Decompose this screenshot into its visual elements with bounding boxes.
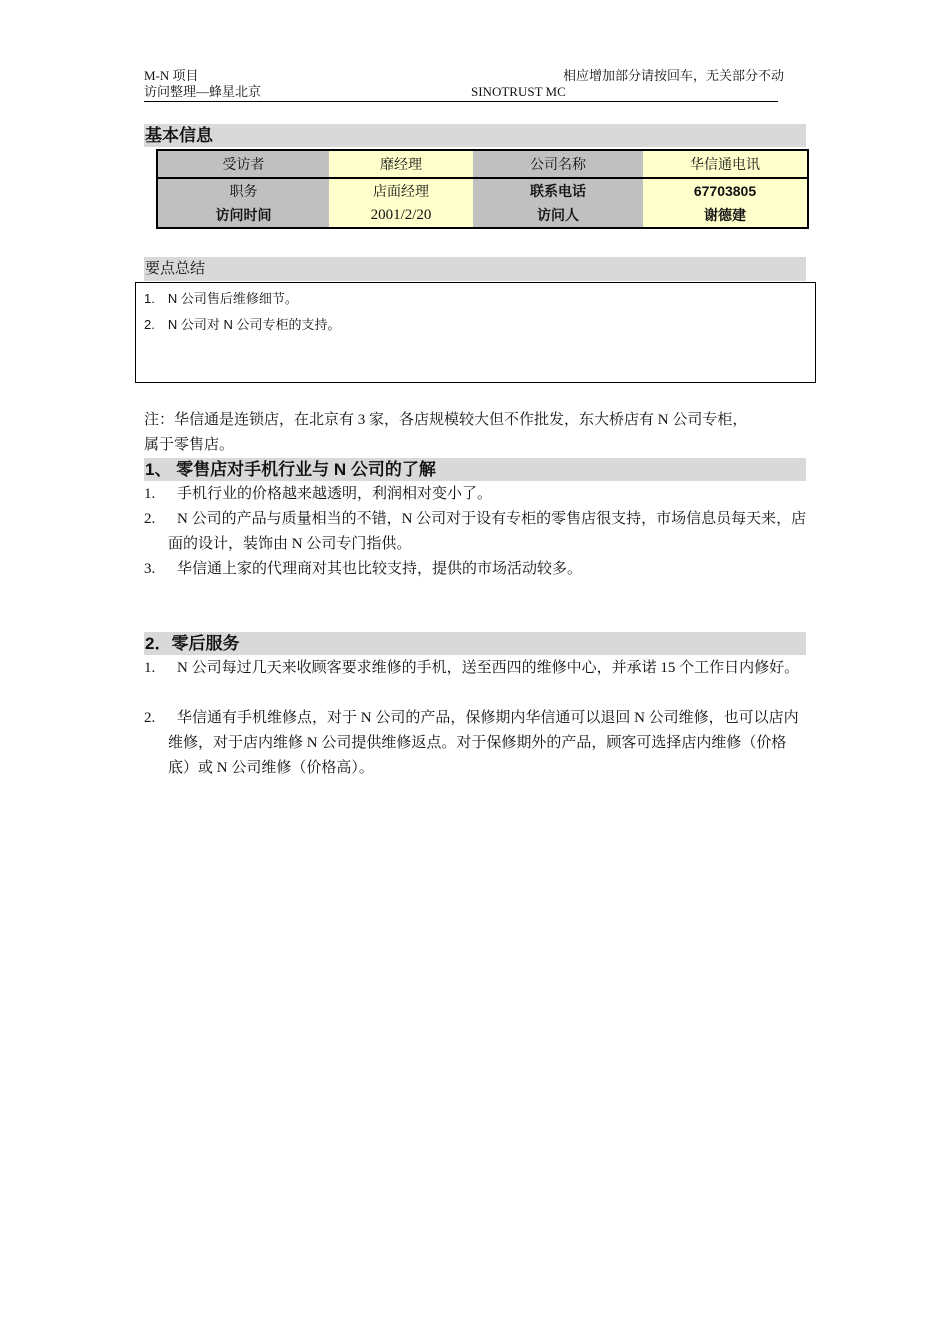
header-rule (144, 101, 778, 102)
label-interviewee: 受访者 (157, 150, 329, 178)
label-position: 职务 (157, 178, 329, 203)
section2-bar (144, 632, 806, 655)
value-visitor: 谢德建 (643, 203, 808, 228)
section1-bar (144, 458, 806, 481)
table-row (157, 178, 808, 203)
label-phone: 联系电话 (473, 178, 643, 203)
value-visit-time: 2001/2/20 (329, 203, 473, 228)
section1-item-2: N 公司的产品与质量相当的不错，N 公司对于设有专柜的零售店很支持，市场信息员每天来，店面的设计，装饰由 N 公司专门指供。 (168, 511, 807, 552)
table-row (157, 203, 808, 228)
header-instruction: 相应增加部分请按回车，无关部分不动 (563, 68, 785, 83)
value-phone: 67703805 (643, 178, 808, 203)
table-row (157, 150, 808, 178)
section1-title: 1、 零售店对手机行业与 N 公司的了解 (145, 460, 436, 479)
label-visitor: 访问人 (473, 203, 643, 228)
section2-item-2: 华信通有手机维修点，对于 N 公司的产品，保修期内华信通可以退回 N 公司维修，也可以店内维修，对于店内维修 N 公司提供维修返点。对于保修期外的产品，顾客可选择店内维修（价格底）或 N 公司维修（价格高）。 (168, 710, 799, 776)
section2-title: 2．零后服务 (145, 634, 240, 653)
section2-item-2-number: 2. (144, 710, 156, 726)
summary-title: 要点总结 (145, 261, 206, 277)
section1-item-3: 华信通上家的代理商对其也比较支持，提供的市场活动较多。 (177, 561, 583, 577)
summary-item-1: 1. N 公司售后维修细节。 (144, 291, 298, 306)
header-subtitle: 访问整理—蜂星北京 (144, 84, 262, 99)
summary-item-2: 2. N 公司对 N 公司专柜的支持。 (144, 317, 341, 332)
section2-item-1-number: 1. (144, 660, 156, 676)
basic-info-bar (144, 124, 806, 147)
header-company: SINOTRUST MC (471, 84, 566, 99)
summary-bar (144, 257, 806, 281)
section2-item-1: N 公司每过几天来收顾客要求维修的手机，送至西四的维修中心，并承诺 15 个工作日内修好。 (177, 660, 800, 676)
label-visit-time: 访问时间 (157, 203, 329, 228)
summary-box (135, 282, 816, 383)
value-company-name: 华信通电讯 (643, 150, 808, 178)
section1-item-3-number: 3. (144, 561, 156, 577)
basic-info-title: 基本信息 (145, 126, 213, 145)
header-project: M-N 项目 (144, 68, 199, 83)
label-company-name: 公司名称 (473, 150, 643, 178)
value-interviewee: 靡经理 (329, 150, 473, 178)
section1-item-2-number: 2. (144, 511, 156, 527)
value-position: 店面经理 (329, 178, 473, 203)
section1-item-1: 手机行业的价格越来越透明，利润相对变小了。 (177, 486, 493, 502)
note-line-1: 注：华信通是连锁店，在北京有 3 家，各店规模较大但不作批发，东大桥店有 N 公司专柜， (144, 412, 748, 428)
note-line-2: 属于零售店。 (144, 437, 235, 453)
section1-item-1-number: 1. (144, 486, 156, 502)
basic-info-table (156, 149, 809, 229)
